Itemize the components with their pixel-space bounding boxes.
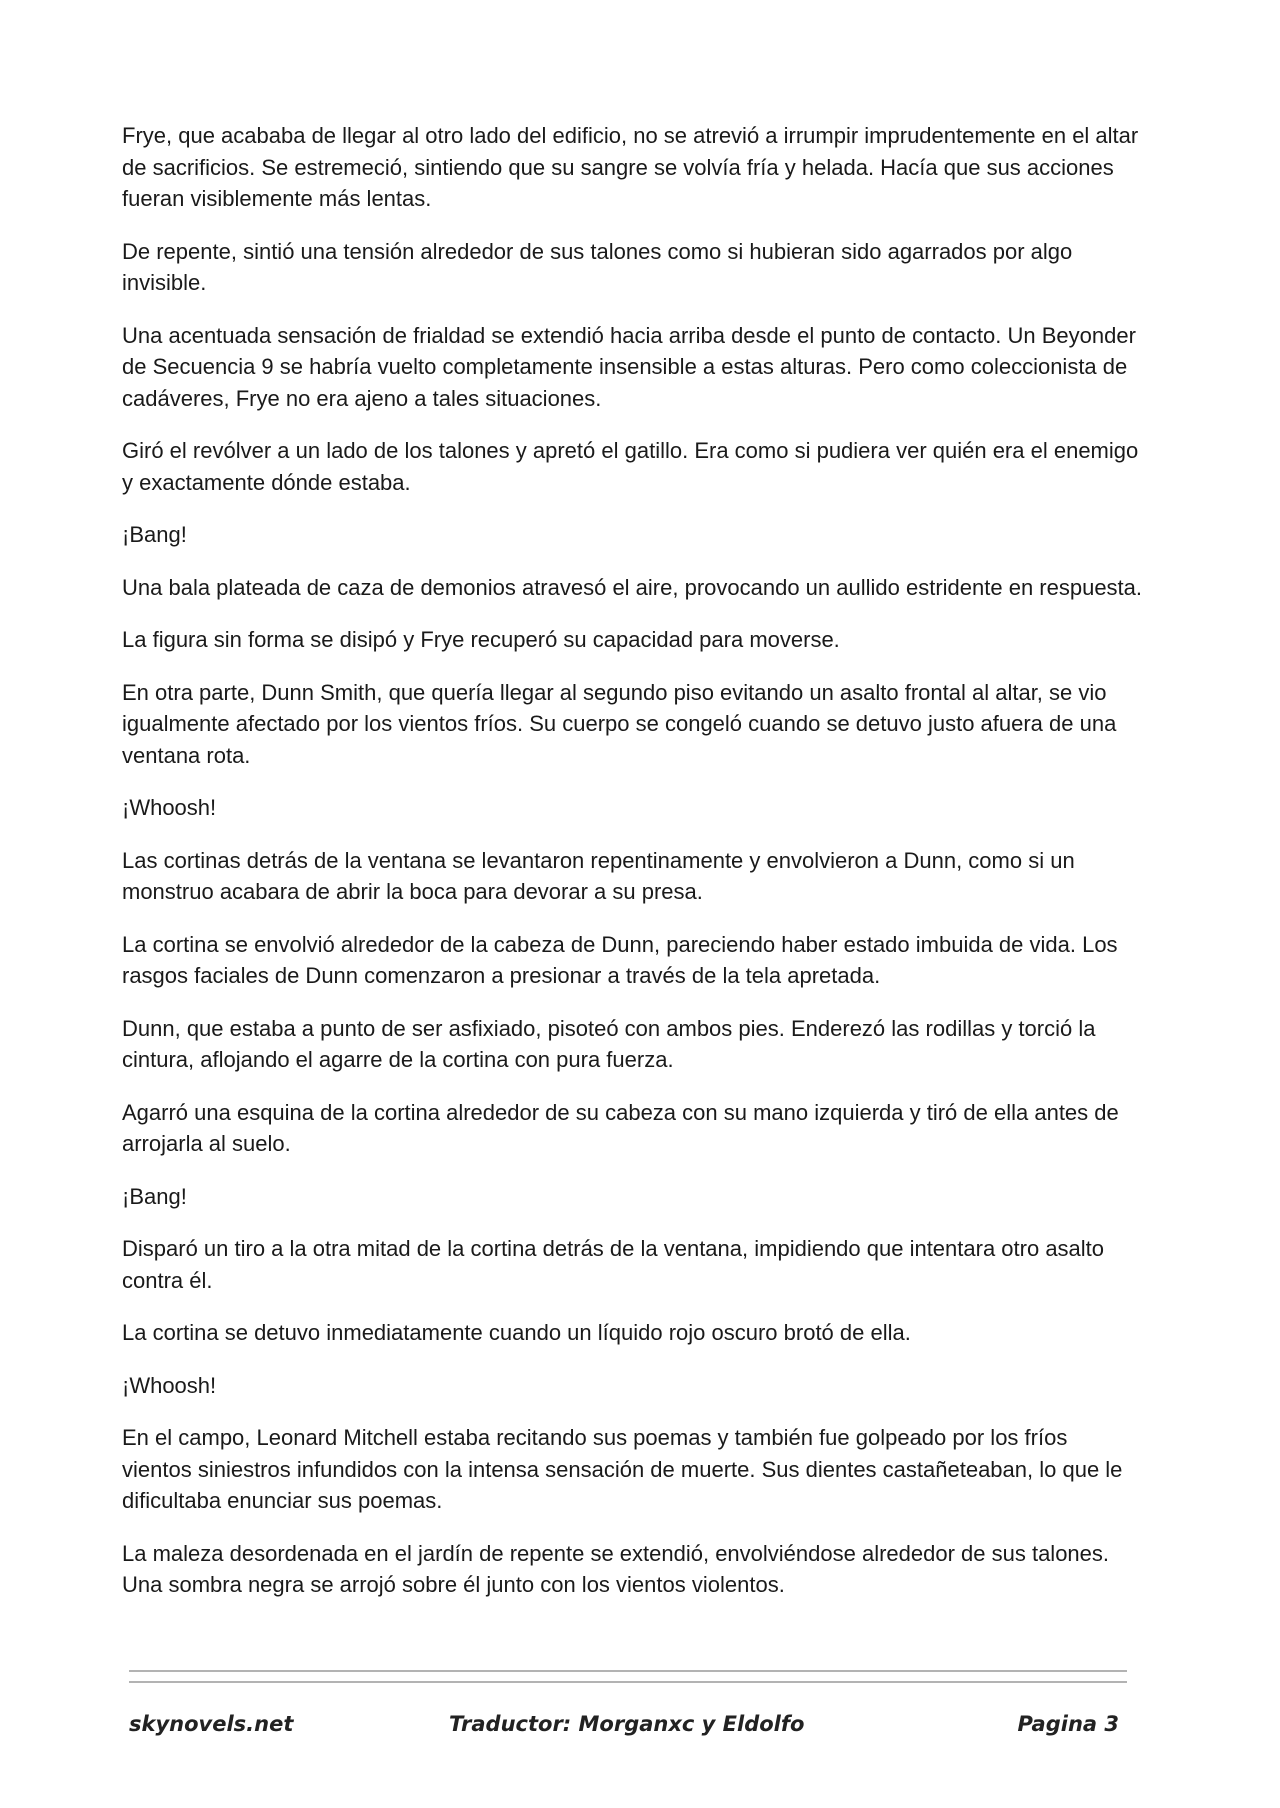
paragraph-4: Giró el revólver a un lado de los talones y apretó el gatillo. Era como si pudiera ver quién era el enemigo y exactamente dónde estaba. bbox=[122, 438, 1139, 495]
paragraph-14: ¡Bang! bbox=[122, 1183, 187, 1209]
paragraph-5: ¡Bang! bbox=[122, 522, 187, 547]
footer-divider-bottom bbox=[129, 1681, 1127, 1683]
footer-divider-top bbox=[129, 1670, 1127, 1672]
paragraph-6: Una bala plateada de caza de demonios atravesó el aire, provocando un aullido estridente en respuesta. bbox=[122, 574, 1143, 600]
paragraph-15: Disparó un tiro a la otra mitad de la cortina detrás de la ventana, impidiendo que intentara otro asalto contra él. bbox=[122, 1236, 1105, 1293]
paragraph-1: Frye, que acababa de llegar al otro lado del edificio, no se atrevió a irrumpir imprudentemente en el altar de sacrificios. Se estremeció, sintiendo que su sangre se volvía fría y helada. Hacía que sus acciones fueran visiblemente más lentas. bbox=[122, 123, 1139, 211]
body-text bbox=[122, 120, 1142, 1622]
paragraph-19: La maleza desordenada en el jardín de repente se extendió, envolviéndose alrededor de sus talones. Una sombra negra se arrojó sobre él junto con los vientos violentos. bbox=[122, 1540, 1110, 1597]
paragraph-18: En el campo, Leonard Mitchell estaba recitando sus poemas y también fue golpeado por los fríos vientos siniestros infundidos con la intensa sensación de muerte. Sus dientes castañeteaban, lo que le dificultaba enunciar sus poemas. bbox=[122, 1425, 1123, 1513]
paragraph-7: La figura sin forma se disipó y Frye recuperó su capacidad para moverse. bbox=[122, 627, 840, 652]
paragraph-2: De repente, sintió una tensión alrededor de sus talones como si hubieran sido agarrados por algo invisible. bbox=[122, 238, 1073, 295]
paragraph-11: La cortina se envolvió alrededor de la cabeza de Dunn, pareciendo haber estado imbuida de vida. Los rasgos faciales de Dunn comenzaron a presionar a través de la tela apretada. bbox=[122, 931, 1118, 988]
paragraph-17: ¡Whoosh! bbox=[122, 1372, 217, 1398]
paragraph-12: Dunn, que estaba a punto de ser asfixiado, pisoteó con ambos pies. Enderezó las rodillas y torció la cintura, aflojando el agarre de la cortina con pura fuerza. bbox=[122, 1015, 1096, 1072]
paragraph-3: Una acentuada sensación de frialdad se extendió hacia arriba desde el punto de contacto. Un Beyonder de Secuencia 9 se habría vuelto completamente insensible a estas alturas. Pero como coleccionista de cadáveres, Frye no era ajeno a tales situaciones. bbox=[122, 322, 1136, 411]
page-footer bbox=[129, 1712, 1127, 1746]
paragraph-10: Las cortinas detrás de la ventana se levantaron repentinamente y envolvieron a Dunn, como si un monstruo acabara de abrir la boca para devorar a su presa. bbox=[122, 847, 1075, 904]
paragraph-8: En otra parte, Dunn Smith, que quería llegar al segundo piso evitando un asalto frontal al altar, se vio igualmente afectado por los vientos fríos. Su cuerpo se congeló cuando se detuvo justo afuera de una ventana rota. bbox=[122, 679, 1117, 768]
paragraph-9: ¡Whoosh! bbox=[122, 795, 217, 820]
footer-site: skynovels.net bbox=[129, 1712, 294, 1736]
paragraph-16: La cortina se detuvo inmediatamente cuando un líquido rojo oscuro brotó de ella. bbox=[122, 1320, 911, 1345]
footer-page-number: Pagina 3 bbox=[1017, 1712, 1119, 1736]
paragraph-13: Agarró una esquina de la cortina alrededor de su cabeza con su mano izquierda y tiró de ella antes de arrojarla al suelo. bbox=[122, 1099, 1119, 1156]
footer-translator: Traductor: Morganxc y Eldolfo bbox=[449, 1712, 805, 1736]
